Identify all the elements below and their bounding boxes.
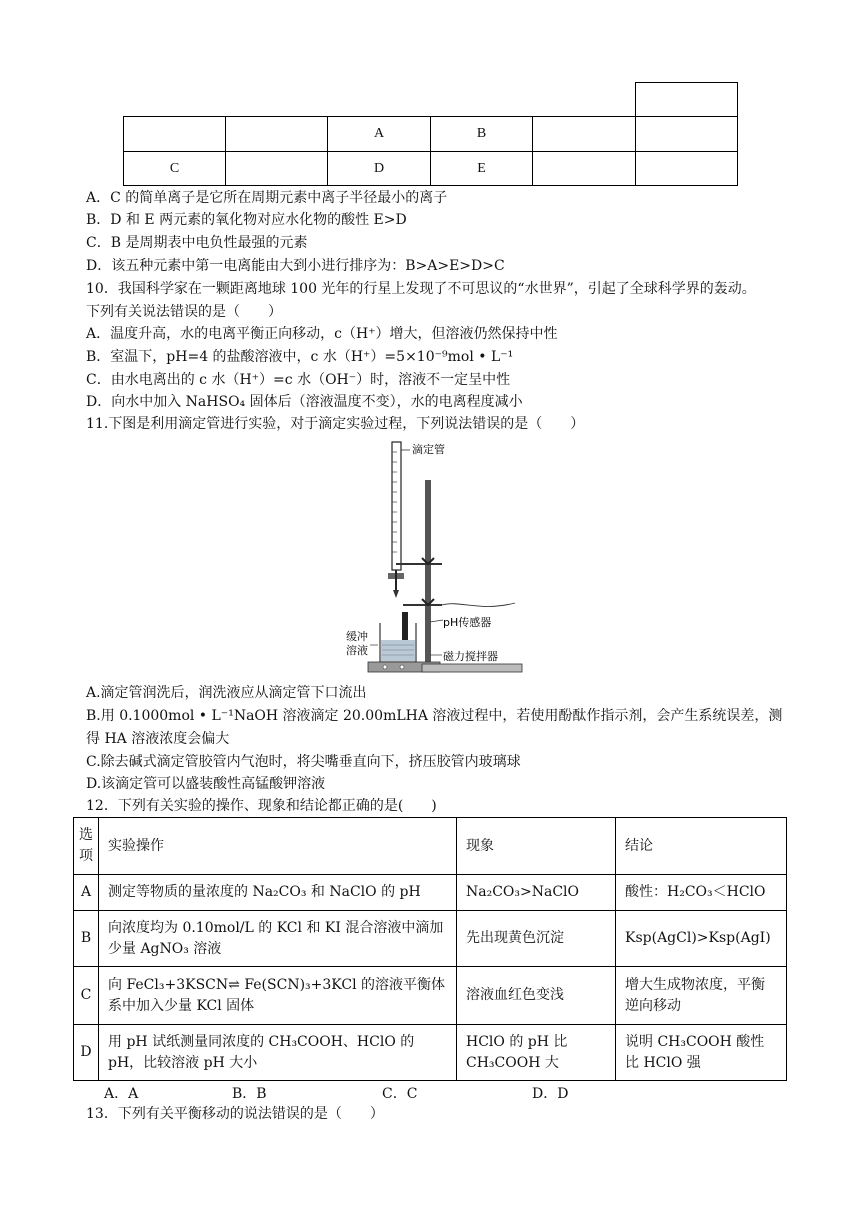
row-conclusion: 增大生成物浓度，平衡逆向移动 [616,967,787,1025]
q12-stem: 12．下列有关实验的操作、现象和结论都正确的是( ) [86,798,437,814]
table-header-row [74,818,787,875]
table-row [74,967,787,1025]
table-row [74,875,787,911]
burette-label: 滴定管 [412,443,445,456]
ph-sensor-label: pH传感器 [443,616,492,629]
row-phenomenon: HClO 的 pH 比 CH₃COOH 大 [457,1025,616,1081]
table-cell: A [327,116,431,152]
row-conclusion: 酸性：H₂CO₃＜HClO [616,875,787,911]
table-cell: E [430,151,533,186]
row-operation: 用 pH 试纸测量同浓度的 CH₃COOH、HClO 的 pH，比较溶液 pH 大小 [99,1025,457,1081]
q10-option-b: B．室温下，pH=4 的盐酸溶液中，c 水（H⁺）=5×10⁻⁹mol • L⁻¹ [86,349,514,365]
q10-option-c: C．由水电离出的 c 水（H⁺）=c 水（OH⁻）时，溶液不一定呈中性 [86,372,511,388]
q12-option-b: B．B [232,1086,267,1102]
q9-option-b: B．D 和 E 两元素的氧化物对应水化物的酸性 E>D [86,212,407,228]
q10-option-a: A．温度升高，水的电离平衡正向移动，c（H⁺）增大，但溶液仍然保持中性 [86,326,558,342]
row-phenomenon: 溶液血红色变浅 [457,967,616,1025]
row-phenomenon: 先出现黄色沉淀 [457,911,616,967]
row-option: D [74,1025,99,1081]
table-cell: D [327,151,431,186]
q12-option-d: D．D [532,1086,569,1102]
q9-option-c: C．B 是周期表中电负性最强的元素 [86,235,308,251]
q13-stem: 13．下列有关平衡移动的说法错误的是（ ） [86,1106,384,1122]
row-conclusion: 说明 CH₃COOH 酸性比 HClO 强 [616,1025,787,1081]
header-conclusion: 结论 [616,818,787,875]
header-option-line1: 选 [79,827,93,843]
titration-apparatus-figure [330,440,530,675]
q10-stem-line1: 10．我国科学家在一颗距离地球 100 光年的行星上发现了不可思议的“水世界”，引起了全球科学界的轰动。 [86,281,756,297]
row-operation: 向 FeCl₃+3KSCN⇌ Fe(SCN)₃+3KCl 的溶液平衡体系中加入少量 KCl 固体 [99,967,457,1025]
table-cell [635,151,738,186]
table-cell: B [430,116,533,152]
q9-option-a: A．C 的简单离子是它所在周期元素中离子半径最小的离子 [86,190,448,206]
row-option: B [74,911,99,967]
table-cell [532,116,636,152]
stirrer-label: 磁力搅拌器 [443,650,498,663]
experiment-table [73,817,787,1081]
q9-option-d: D．该五种元素中第一电离能由大到小进行排序为：B>A>E>D>C [86,258,505,274]
table-cell [635,116,738,152]
q11-option-c: C.除去碱式滴定管胶管内气泡时，将尖嘴垂直向下，挤压胶管内玻璃球 [86,754,521,770]
row-conclusion: Ksp(AgCl)>Ksp(AgI) [616,911,787,967]
row-operation: 向浓度均为 0.10mol/L 的 KCl 和 KI 混合溶液中滴加少量 AgNO₃ 溶液 [99,911,457,967]
table-cell [225,151,328,186]
q12-option-c: C．C [382,1086,418,1102]
titration-apparatus-drawing [330,440,530,675]
q10-option-d: D．向水中加入 NaHSO₄ 固体后（溶液温度不变），水的电离程度减小 [86,394,523,410]
table-cell [225,116,328,152]
q10-stem-line2: 下列有关说法错误的是（ ） [86,304,282,320]
q11-option-b-line1: B.用 0.1000mol • L⁻¹NaOH 溶液滴定 20.00mLHA 溶液过程中，若使用酚酞作指示剂，会产生系统误差，测 [86,708,783,724]
q11-stem: 11.下图是利用滴定管进行实验，对于滴定实验过程，下列说法错误的是（ ） [86,416,585,432]
row-operation: 测定等物质的量浓度的 Na₂CO₃ 和 NaClO 的 pH [99,875,457,911]
header-option-line2: 项 [79,848,93,864]
row-option: A [74,875,99,911]
row-option: C [74,967,99,1025]
q12-option-a: A．A [104,1086,139,1102]
row-phenomenon: Na₂CO₃>NaClO [457,875,616,911]
table-row [74,1025,787,1081]
header-operation: 实验操作 [99,818,457,875]
table-cell [532,151,636,186]
buffer-label-line2: 溶液 [346,644,368,657]
q11-option-b-line2: 得 HA 溶液浓度会偏大 [86,731,230,747]
buffer-label-line1: 缓冲 [346,630,368,643]
header-phenomenon: 现象 [457,818,616,875]
table-cell [123,116,226,152]
table-cell: C [123,151,226,186]
header-option [74,818,99,875]
q11-option-a: A.滴定管润洗后，润洗液应从滴定管下口流出 [86,685,367,701]
table-cell-top [635,82,738,117]
q11-option-d: D.该滴定管可以盛装酸性高锰酸钾溶液 [86,776,326,792]
table-row [74,911,787,967]
